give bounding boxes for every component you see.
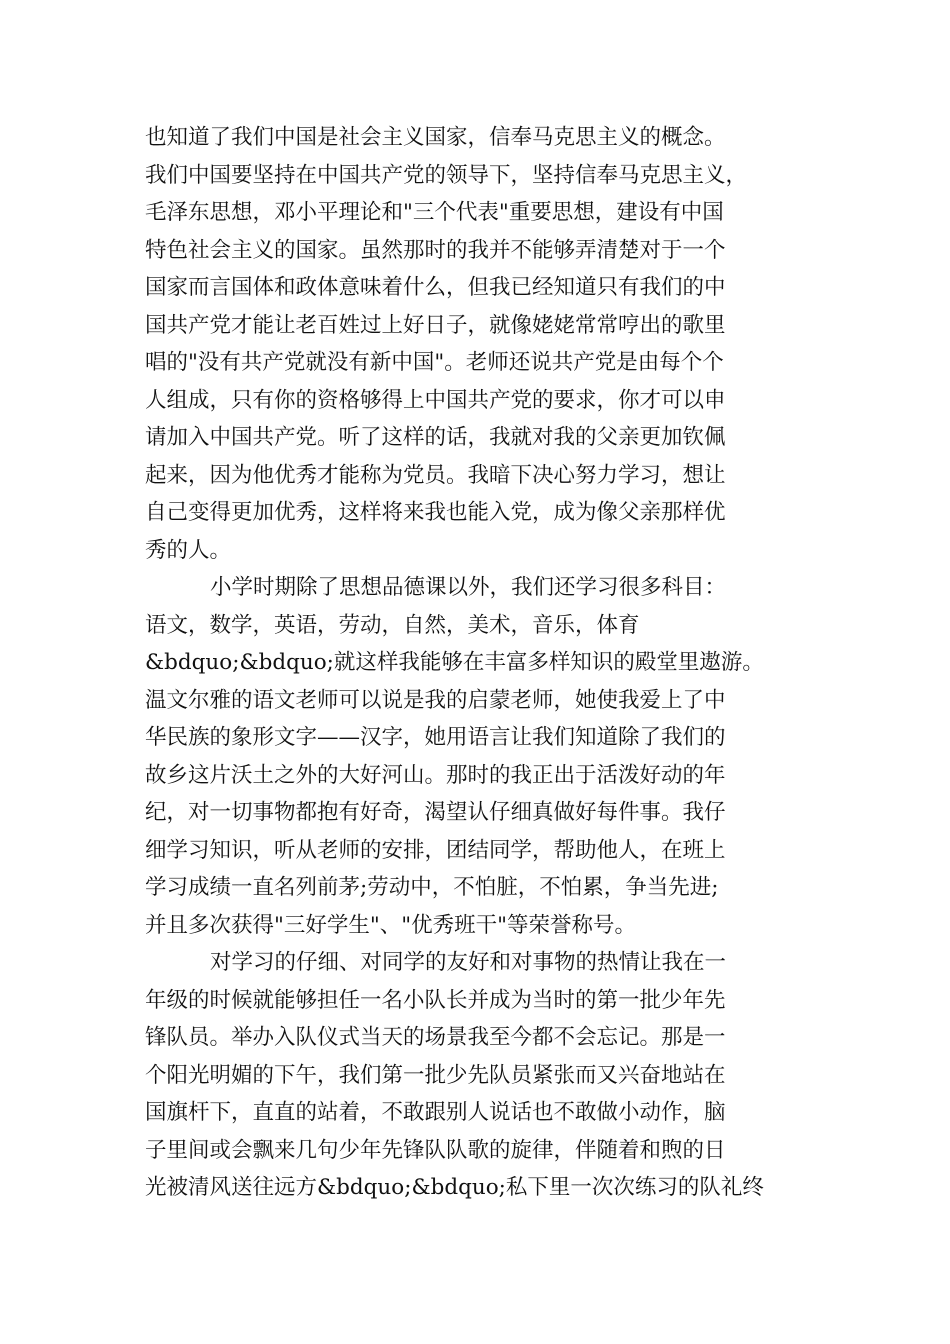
text-line: 年级的时候就能够担任一名小队长并成为当时的第一批少年先 xyxy=(145,987,726,1013)
text-line: 国共产党才能让老百姓过上好日子，就像姥姥常常哼出的歌里 xyxy=(145,312,726,338)
text-line: 语文，数学，英语，劳动，自然，美术，音乐，体育 xyxy=(145,612,640,638)
text-line: 国旗杆下，直直的站着，不敢跟别人说话也不敢做小动作，脑 xyxy=(145,1100,726,1125)
document-body xyxy=(145,119,845,1207)
text-line: 故乡这片沃土之外的大好河山。那时的我正出于活泼好动的年 xyxy=(145,762,726,788)
text-line: 起来，因为他优秀才能称为党员。我暗下决心努力学习，想让 xyxy=(145,462,726,488)
text-line: 自己变得更加优秀，这样将来我也能入党，成为像父亲那样优 xyxy=(145,500,726,525)
text-line: 纪，对一切事物都抱有好奇，渴望认仔细真做好每件事。我仔 xyxy=(145,800,726,825)
text-line: 细学习知识，听从老师的安排，团结同学，帮助他人，在班上 xyxy=(145,837,726,863)
text-line: 唱的"没有共产党就没有新中国"。老师还说共产党是由每个个 xyxy=(145,350,724,375)
text-line: 我们中国要坚持在中国共产党的领导下，坚持信奉马克思主义， xyxy=(145,162,748,188)
text-line: 温文尔雅的语文老师可以说是我的启蒙老师，她使我爱上了中 xyxy=(145,687,726,713)
text-line: 人组成，只有你的资格够得上中国共产党的要求，你才可以申 xyxy=(145,387,726,413)
text-line: 请加入中国共产党。听了这样的话，我就对我的父亲更加钦佩 xyxy=(145,425,726,450)
text-line: 也知道了我们中国是社会主义国家，信奉马克思主义的概念。 xyxy=(145,125,726,150)
text-line: 国家而言国体和政体意味着什么，但我已经知道只有我们的中 xyxy=(145,275,726,300)
text-line: 秀的人。 xyxy=(145,537,232,563)
paragraph-start-line: 小学时期除了思想品德课以外，我们还学习很多科目： xyxy=(210,575,727,600)
paragraph-start-line: 对学习的仔细、对同学的友好和对事物的热情让我在一 xyxy=(210,950,727,975)
text-line: 光被清风送往远方&bdquo;&bdquo;私下里一次次练习的队礼终 xyxy=(145,1175,764,1200)
text-line: 个阳光明媚的下午，我们第一批少先队员紧张而又兴奋地站在 xyxy=(145,1062,726,1088)
text-line: 子里间或会飘来几句少年先锋队队歌的旋律，伴随着和煦的日 xyxy=(145,1137,726,1163)
text-line: 特色社会主义的国家。虽然那时的我并不能够弄清楚对于一个 xyxy=(145,237,726,263)
text-line: 华民族的象形文字——汉字，她用语言让我们知道除了我们的 xyxy=(145,725,726,750)
text-line: 毛泽东思想，邓小平理论和"三个代表"重要思想，建设有中国 xyxy=(145,200,724,225)
text-line: 学习成绩一直名列前茅;劳动中，不怕脏，不怕累，争当先进; xyxy=(145,875,719,900)
text-line: 锋队员。举办入队仪式当天的场景我至今都不会忘记。那是一 xyxy=(145,1025,726,1050)
text-line: 并且多次获得"三好学生"、"优秀班干"等荣誉称号。 xyxy=(145,912,637,938)
text-line: &bdquo;&bdquo;就这样我能够在丰富多样知识的殿堂里遨游。 xyxy=(145,650,764,675)
